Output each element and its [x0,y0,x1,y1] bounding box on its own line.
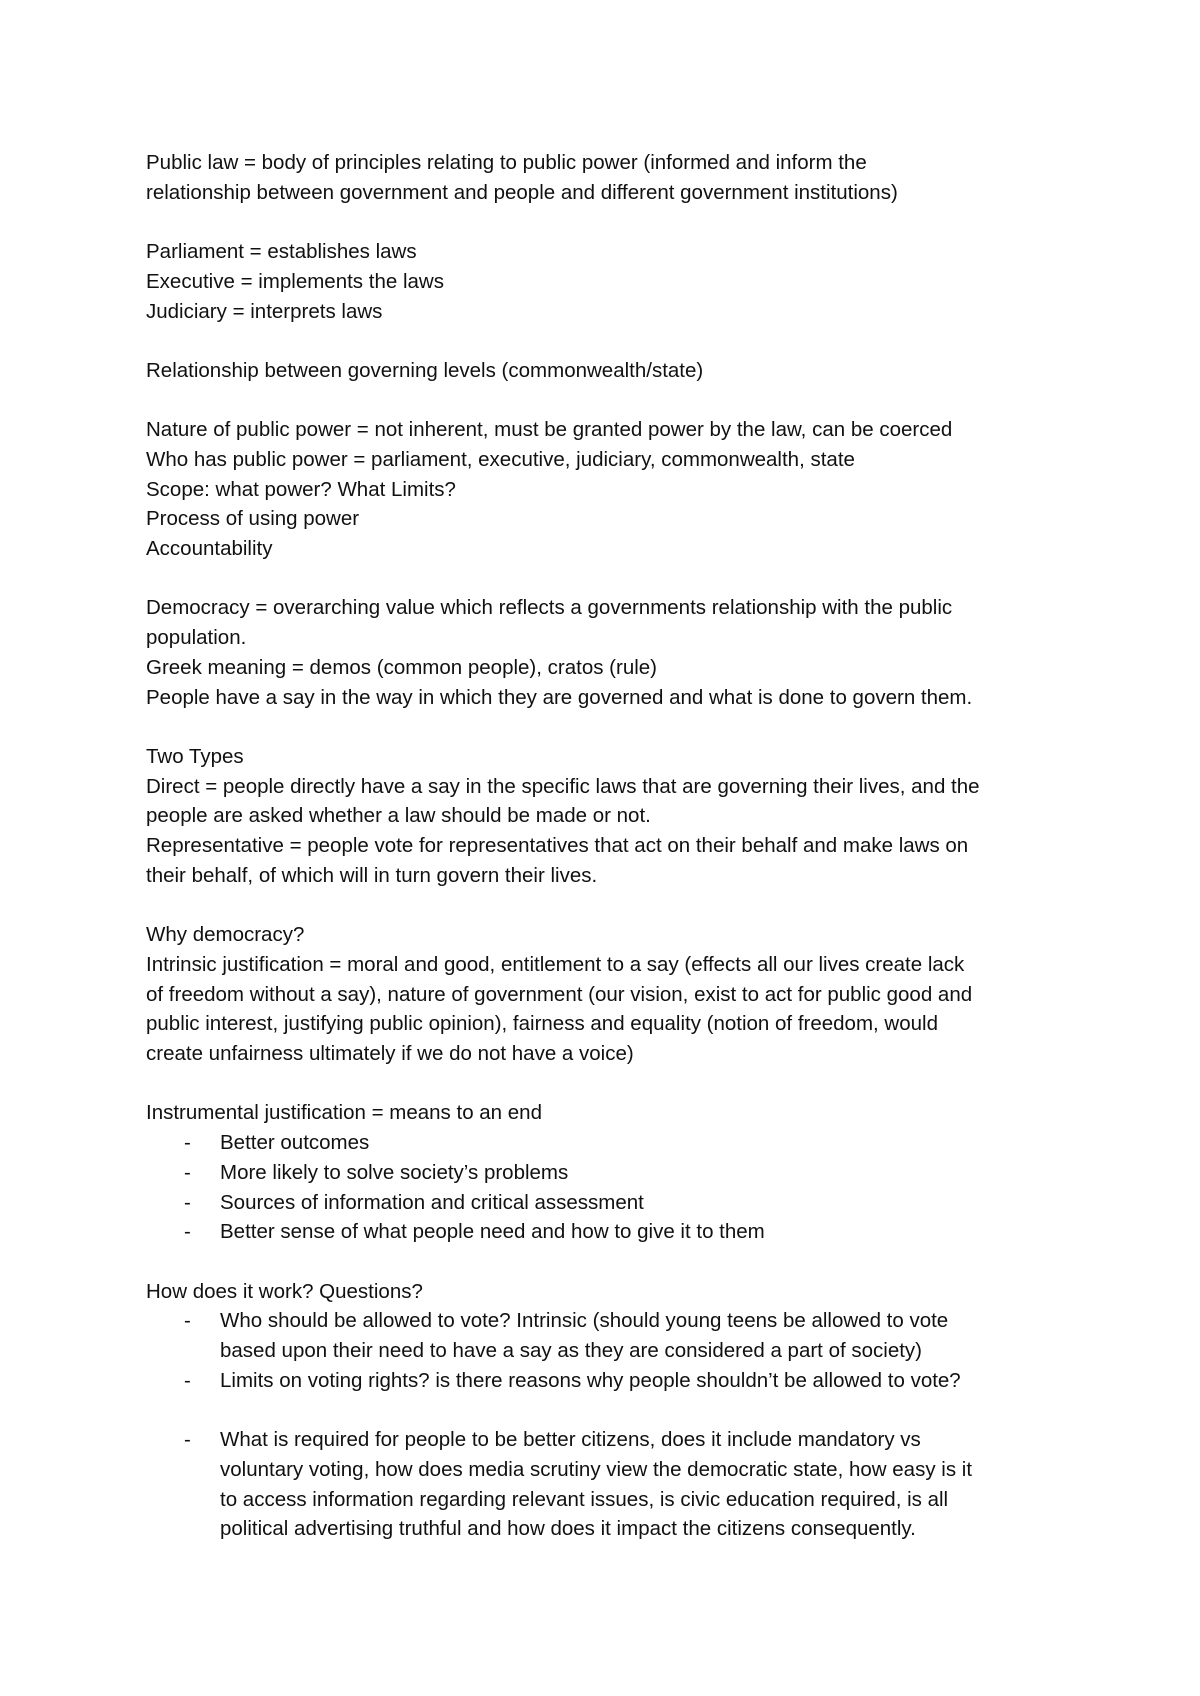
text-line: create unfairness ultimately if we do not have a voice) [146,1042,634,1065]
dash-bullet: - [184,1220,191,1244]
how-heading: How does it work? Questions? [146,1279,423,1303]
text-line: Who should be allowed to vote? Intrinsic (should young teens be allowed to vote [220,1309,949,1333]
instrumental-heading: Instrumental justification = means to an end [146,1101,542,1125]
text-line: Accountability [146,537,273,561]
text-line: voluntary voting, how does media scrutiny view the democratic state, how easy is it [220,1457,973,1481]
text-line: Judiciary = interprets laws [146,299,383,323]
text-line: public interest, justifying public opinion), fairness and equality (notion of freedom, would [146,1012,938,1036]
text-line: based upon their need to have a say as they are considered a part of society) [220,1339,922,1362]
text-line: their behalf, of which will in turn govern their lives. [146,863,598,887]
text-line: Parliament = establishes laws [146,240,417,264]
public-power-paragraph [146,415,1100,564]
dash-bullet: - [184,1368,191,1392]
levels-paragraph [146,356,1100,386]
text-line: Direct = people directly have a say in the specific laws that are governing their lives, and the [146,774,980,798]
dash-bullet: - [184,1131,191,1155]
text-line: Limits on voting rights? is there reasons why people shouldn’t be allowed to vote? [220,1368,961,1392]
text-line: relationship between government and people and different government institutions) [146,180,898,204]
text-line: Public law = body of principles relating to public power (informed and inform the [146,151,867,174]
text-line: Intrinsic justification = moral and good, entitlement to a say (effects all our lives create lack [146,952,965,976]
text-line: Greek meaning = demos (common people), cratos (rule) [146,655,658,679]
dash-bullet: - [184,1190,191,1214]
text-line: Who has public power = parliament, executive, judiciary, commonwealth, state [146,447,855,471]
dash-bullet: - [184,1160,191,1184]
text-line: Process of using power [146,507,360,531]
list-item [146,1306,1100,1365]
text-line: Better sense of what people need and how to give it to them [220,1220,765,1244]
text-line: people are asked whether a law should be made or not. [146,804,651,828]
list-item [146,1425,1100,1544]
text-line: Two Types [146,744,244,768]
why-democracy-paragraph [146,920,1100,1069]
text-line: population. [146,626,247,650]
dash-bullet: - [184,1428,191,1452]
text-line: Why democracy? [146,923,305,947]
text-line: Better outcomes [220,1131,370,1155]
list-item [146,1158,1100,1188]
types-paragraph [146,742,1100,891]
how-list-a [146,1306,1100,1395]
text-line: political advertising truthful and how does it impact the citizens consequently. [220,1517,916,1541]
public-law-paragraph [146,148,1100,207]
instrumental-list [146,1128,1100,1247]
democracy-paragraph [146,593,1100,712]
text-line: of freedom without a say), nature of government (our vision, exist to act for public good and [146,982,973,1006]
text-line: to access information regarding relevant issues, is civic education required, is all [220,1487,949,1511]
how-list-b [146,1425,1100,1544]
text-line: Nature of public power = not inherent, must be granted power by the law, can be coerced [146,418,953,442]
dash-bullet: - [184,1309,191,1333]
text-line: Democracy = overarching value which reflects a governments relationship with the public [146,596,953,620]
text-line: What is required for people to be better citizens, does it include mandatory vs [220,1428,921,1452]
text-line: More likely to solve society’s problems [220,1160,569,1184]
text-line: Executive = implements the laws [146,269,444,293]
text-line: Relationship between governing levels (commonwealth/state) [146,358,704,382]
list-item [146,1188,1100,1218]
list-item [146,1128,1100,1158]
branches-paragraph [146,237,1100,326]
list-item [146,1366,1100,1396]
list-item [146,1217,1100,1247]
text-line: Scope: what power? What Limits? [146,477,456,501]
text-line: Sources of information and critical assessment [220,1190,644,1214]
text-line: People have a say in the way in which they are governed and what is done to govern them. [146,685,973,709]
text-line: Representative = people vote for representatives that act on their behalf and make laws on [146,834,969,858]
